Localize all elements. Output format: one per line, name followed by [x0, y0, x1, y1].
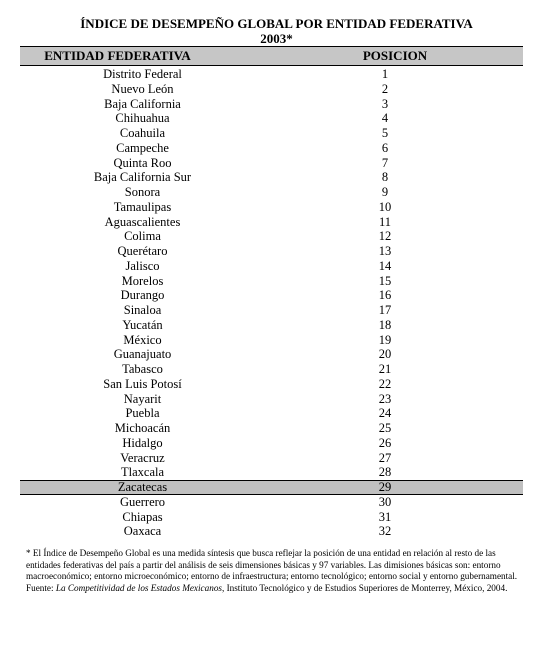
table-row	[20, 333, 523, 348]
table-row	[20, 259, 523, 274]
cell-entidad: Tabasco	[122, 362, 163, 376]
table-row	[20, 141, 523, 156]
cell-entidad: Guerrero	[119, 494, 166, 509]
title-line-2: 2003*	[260, 31, 293, 46]
cell-entidad: Aguascalientes	[104, 214, 181, 229]
table-row	[20, 406, 523, 421]
cell-posicion: 16	[378, 288, 392, 303]
table-title	[0, 16, 553, 46]
table-row	[20, 126, 523, 141]
cell-entidad: México	[123, 332, 162, 347]
table-row	[20, 362, 523, 377]
table-row	[20, 436, 523, 451]
cell-posicion: 18	[378, 317, 392, 332]
cell-posicion: 9	[381, 185, 389, 199]
cell-entidad: Distrito Federal	[103, 67, 182, 81]
cell-entidad: Tamaulipas	[113, 199, 172, 214]
cell-entidad: Querétaro	[117, 244, 168, 258]
table-row	[20, 495, 523, 510]
table-row	[20, 82, 523, 97]
table-row-highlighted	[20, 480, 523, 495]
cell-entidad: Oaxaca	[123, 524, 162, 539]
table-row	[20, 274, 523, 289]
cell-posicion: 4	[381, 111, 389, 126]
cell-entidad: Veracruz	[120, 450, 165, 465]
table-row	[20, 421, 523, 436]
cell-entidad: San Luis Potosí	[103, 376, 182, 391]
cell-posicion: 13	[378, 244, 392, 258]
cell-entidad: Nayarit	[123, 391, 162, 406]
cell-posicion: 30	[378, 494, 392, 509]
cell-posicion: 8	[381, 170, 389, 185]
cell-posicion: 11	[378, 214, 392, 229]
table-row	[20, 318, 523, 333]
cell-posicion: 25	[378, 421, 392, 435]
table-body	[20, 67, 523, 539]
table-row	[20, 510, 523, 525]
cell-posicion: 17	[378, 303, 392, 317]
table-row	[20, 156, 523, 171]
cell-posicion: 10	[378, 199, 392, 214]
source-note	[26, 583, 526, 595]
cell-posicion: 1	[381, 67, 389, 81]
cell-posicion: 24	[378, 406, 392, 421]
table-row	[20, 67, 523, 82]
cell-entidad: Tlaxcala	[120, 465, 165, 480]
table-row	[20, 200, 523, 215]
cell-entidad: Michoacán	[114, 421, 171, 435]
table-row	[20, 524, 523, 539]
cell-posicion: 21	[378, 362, 392, 376]
table-row	[20, 244, 523, 259]
cell-entidad: Puebla	[125, 406, 160, 421]
source-suffix: , Instituto Tecnológico y de Estudios Superiores de Monterrey, México, 2004.	[221, 582, 508, 593]
cell-entidad: Colima	[124, 229, 161, 244]
cell-entidad: Hidalgo	[122, 435, 163, 450]
cell-posicion: 5	[381, 126, 389, 140]
cell-entidad: Campeche	[116, 140, 169, 155]
cell-entidad: Chihuahua	[115, 111, 170, 126]
cell-entidad: Guanajuato	[113, 347, 172, 362]
cell-entidad: Baja California Sur	[93, 170, 192, 185]
table-row	[20, 347, 523, 362]
cell-posicion: 29	[378, 480, 392, 494]
source-title: La Competitividad de los Estados Mexicanos	[55, 582, 222, 593]
cell-entidad: Nuevo León	[111, 81, 174, 96]
table-row	[20, 451, 523, 466]
cell-posicion: 6	[381, 140, 389, 155]
table-row	[20, 111, 523, 126]
table-row	[20, 392, 523, 407]
table-row	[20, 229, 523, 244]
cell-entidad: Baja California	[104, 96, 181, 111]
cell-posicion: 7	[381, 155, 389, 170]
source-prefix: Fuente:	[26, 582, 56, 593]
cell-entidad: Zacatecas	[117, 480, 168, 494]
table-row	[20, 170, 523, 185]
cell-posicion: 3	[381, 96, 389, 111]
notes	[26, 548, 526, 594]
cell-posicion: 23	[378, 391, 392, 406]
title-line-1: ÍNDICE DE DESEMPEÑO GLOBAL POR ENTIDAD FEDERATIVA	[80, 16, 473, 31]
cell-posicion: 26	[378, 435, 392, 450]
table-header	[20, 46, 523, 66]
header-entidad: ENTIDAD FEDERATIVA	[44, 48, 191, 63]
cell-entidad: Sonora	[124, 185, 161, 199]
cell-entidad: Quinta Roo	[113, 155, 172, 170]
cell-posicion: 32	[378, 524, 392, 539]
cell-entidad: Durango	[120, 288, 165, 303]
cell-posicion: 22	[378, 376, 392, 391]
cell-posicion: 20	[378, 347, 392, 362]
cell-posicion: 12	[378, 229, 392, 244]
cell-posicion: 15	[378, 273, 392, 288]
cell-posicion: 28	[378, 465, 392, 480]
footnote: * El Índice de Desempeño Global es una medida síntesis que busca reflejar la posición de una entidad en relación al resto de las entidades federativas del país a partir del análisis de seis dimensiones básicas y 97 variables. Las dimisiones básicas son: entorno macroeconómico; entorno microeconómico; entorno de infraestructura; entorno tecnológico; entorno social y entorno gubernamental.	[26, 548, 518, 582]
cell-posicion: 14	[378, 258, 392, 273]
table-row	[20, 97, 523, 112]
cell-entidad: Coahuila	[119, 126, 166, 140]
table-row	[20, 303, 523, 318]
cell-posicion: 31	[378, 509, 392, 524]
cell-entidad: Chiapas	[122, 509, 163, 524]
table-row	[20, 215, 523, 230]
table-row	[20, 465, 523, 480]
cell-posicion: 2	[381, 81, 389, 96]
cell-posicion: 19	[378, 332, 392, 347]
cell-entidad: Yucatán	[122, 317, 163, 332]
cell-entidad: Sinaloa	[123, 303, 162, 317]
header-posicion: POSICION	[362, 48, 428, 63]
table-row	[20, 185, 523, 200]
cell-entidad: Jalisco	[125, 258, 160, 273]
table-row	[20, 377, 523, 392]
cell-posicion: 27	[378, 450, 392, 465]
table-row	[20, 288, 523, 303]
cell-entidad: Morelos	[121, 273, 164, 288]
